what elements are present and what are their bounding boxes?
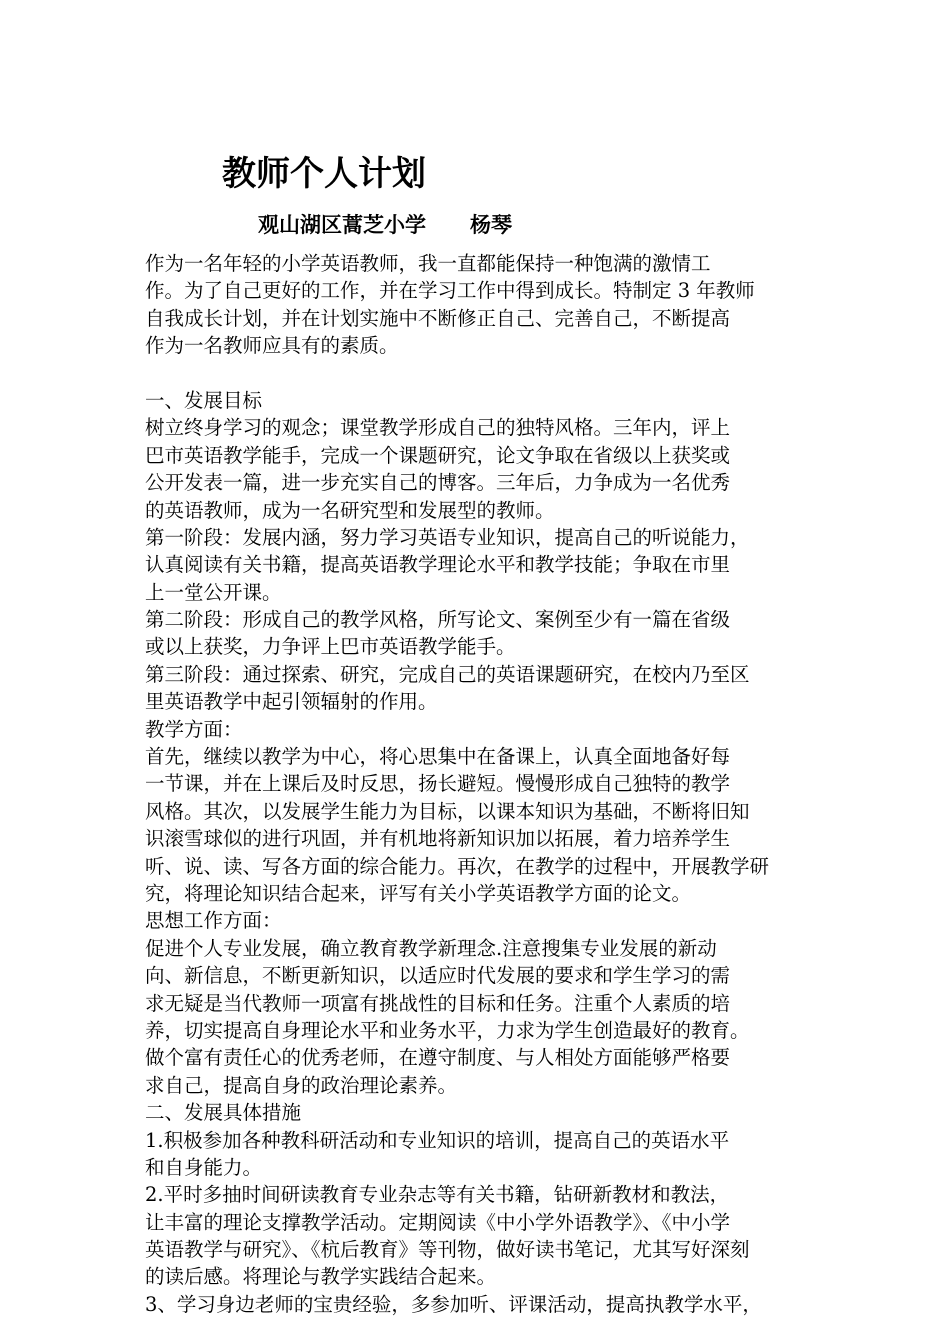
document-body	[145, 250, 805, 1318]
text-line: 上一堂公开课。	[145, 580, 282, 604]
text-line: 树立终身学习的观念；课堂教学形成自己的独特风格。三年内，评上	[145, 416, 731, 440]
text-line: 首先，继续以教学为中心，将心思集中在备课上，认真全面地备好每	[145, 745, 731, 769]
text-line: 二、发展具体措施	[145, 1101, 302, 1125]
text-line: 作为一名年轻的小学英语教师，我一直都能保持一种饱满的激情工	[145, 252, 711, 275]
text-line: 认真阅读有关书籍，提高英语教学理论水平和教学技能；争取在市里	[145, 553, 731, 577]
text-line: 让丰富的理论支撑教学活动。定期阅读《中小学外语教学》、《中小学	[145, 1210, 731, 1234]
text-line: 的读后感。将理论与教学实践结合起来。	[145, 1265, 497, 1289]
text-line: 第二阶段：形成自己的教学风格，所写论文、案例至少有一篇在省级	[145, 608, 731, 632]
text-line: 或以上获奖，力争评上巴市英语教学能手。	[145, 635, 516, 659]
text-line: 里英语教学中起引领辐射的作用。	[145, 690, 438, 714]
text-line: 思想工作方面：	[145, 909, 282, 933]
text-line: 一节课，并在上课后及时反思，扬长避短。慢慢形成自己独特的教学	[145, 772, 731, 796]
author-school: 观山湖区蒿芝小学	[258, 212, 426, 237]
text-line: 第三阶段：通过探索、研究，完成自己的英语课题研究，在校内乃至区	[145, 662, 750, 686]
text-line: 究，将理论知识结合起来，评写有关小学英语教学方面的论文。	[145, 881, 692, 905]
text-line: 自我成长计划，并在计划实施中不断修正自己、完善自己，不断提高	[145, 306, 731, 330]
author-name: 杨琴	[470, 212, 512, 237]
text-line: 促进个人专业发展，确立教育教学新理念.注意搜集专业发展的新动	[145, 936, 717, 960]
text-line: 教学方面：	[145, 717, 243, 741]
author-line	[258, 210, 512, 240]
text-line: 识滚雪球似的进行巩固，并有机地将新知识加以拓展，着力培养学生	[145, 827, 731, 851]
text-line: 作。为了自己更好的工作，并在学习工作中得到成长。特制定 3 年教师	[145, 279, 755, 303]
blank-line	[145, 360, 805, 387]
document-title: 教师个人计划	[222, 154, 426, 194]
text-line: 求自己，提高自身的政治理论素养。	[145, 1073, 458, 1097]
text-line: 的英语教师，成为一名研究型和发展型的教师。	[145, 498, 555, 522]
text-line: 1.积极参加各种教科研活动和专业知识的培训，提高自己的英语水平	[145, 1128, 730, 1152]
text-line: 公开发表一篇，进一步充实自己的博客。三年后，力争成为一名优秀	[145, 471, 731, 495]
text-line: 求无疑是当代教师一项富有挑战性的目标和任务。注重个人素质的培	[145, 991, 731, 1015]
text-line: 英语教学与研究》、《杭后教育》等刊物，做好读书笔记，尤其写好深刻	[145, 1238, 750, 1262]
text-line: 向、新信息，不断更新知识，以适应时代发展的要求和学生学习的需	[145, 964, 731, 988]
text-line: 风格。其次，以发展学生能力为目标，以课本知识为基础，不断将旧知	[145, 799, 750, 823]
text-line: 听、说、读、写各方面的综合能力。再次，在教学的过程中，开展教学研	[145, 854, 770, 878]
text-line: 和自身能力。	[145, 1155, 263, 1179]
text-line: 一、发展目标	[145, 388, 263, 412]
text-line: 作为一名教师应具有的素质。	[145, 334, 399, 358]
text-line: 3、学习身边老师的宝贵经验，多参加听、评课活动，提高执教学水平，	[145, 1292, 762, 1316]
text-line: 做个富有责任心的优秀老师，在遵守制度、与人相处方面能够严格要	[145, 1046, 731, 1070]
text-line: 养，切实提高自身理论水平和业务水平，力求为学生创造最好的教育。	[145, 1018, 750, 1042]
text-line: 2.平时多抽时间研读教育专业杂志等有关书籍，钻研新教材和教法，	[145, 1183, 730, 1207]
text-line: 巴市英语教学能手，完成一个课题研究，论文争取在省级以上获奖或	[145, 443, 731, 467]
text-line: 第一阶段：发展内涵，努力学习英语专业知识，提高自己的听说能力，	[145, 525, 750, 549]
